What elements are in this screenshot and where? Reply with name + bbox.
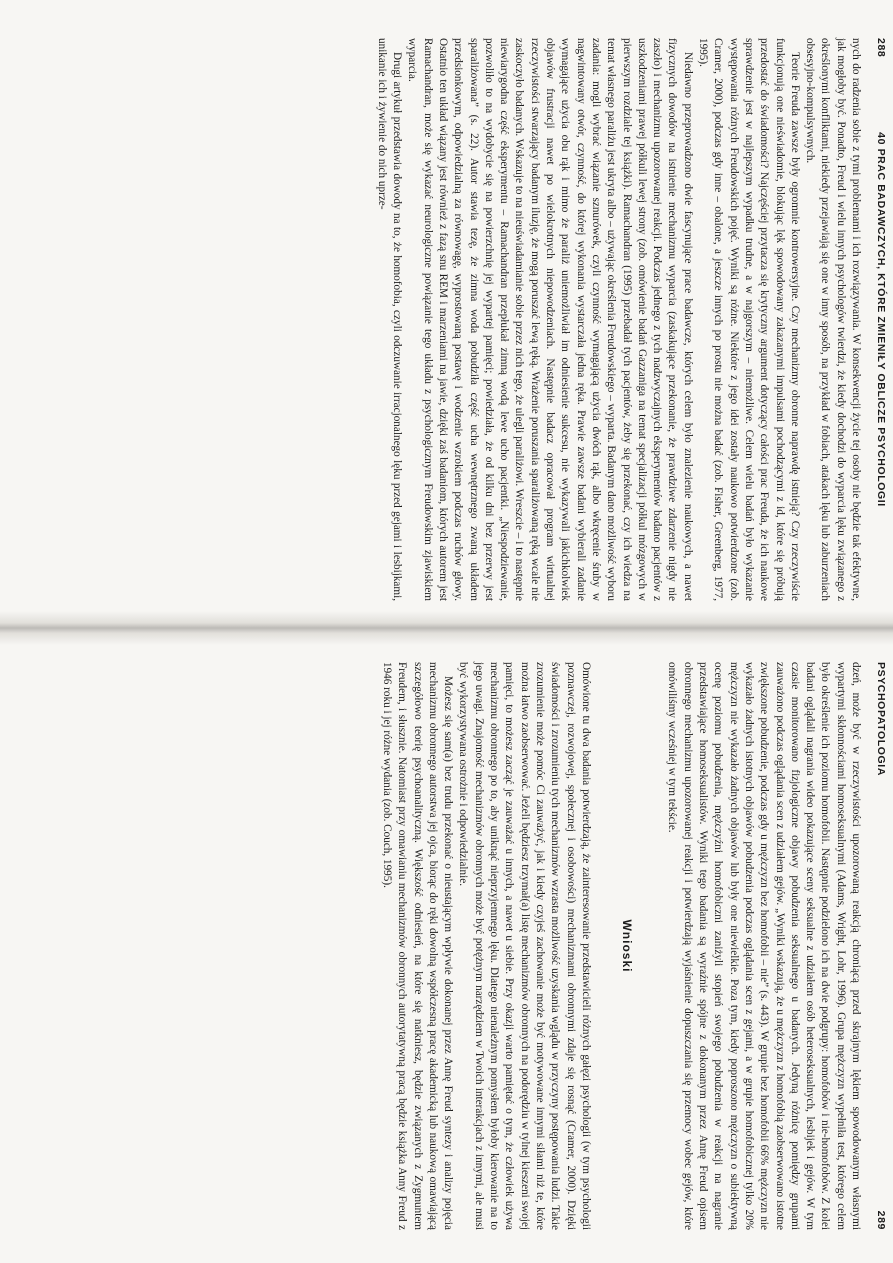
body-text [18,38,863,601]
right-page [0,648,893,1238]
page-gutter [0,611,893,645]
paragraph: Omówione tu dwa badania potwierdzają, że zainteresowanie przedstawicieli różnych gałęzi psychologii (w tym psychologii poznawczej, rozwojowej, społecznej i osobowości) mechanizmami obronnymi zdaje się rosnąć (Cramer, 2000). Dzięki świadomości i zrozumieniu tych mechanizmów wzrasta możliwość uzyskania wglądu w przyczyny postępowania ludzi. Takie zrozumienie może pomóc Ci zauważyć, jak i kiedy czyjeś zachowanie może być motywowane innymi siłami niż te, które można łatwo zaobserwować. Jeżeli będziesz trzymał(a) listę mechanizmów obronnych na podorędziu w tylnej kieszeni swojej pamięci, to możesz zacząć je zauważać u innych, a nawet u siebie. Przy okazji warto pamiętać o tym, że człowiek używa mechanizmu obronnego po to, aby uniknąć nieprzyjemnego lęku. Dlatego nienależnym pomysłem byłoby kierowanie na to jego uwagi. Znajomość mechanizmów obronnych może być potężnym narzędziem w Twoich interakcjach z innymi, ale musi być wykorzystywana ostrożnie i odpowiedzialnie. [457,662,592,1230]
page-number: 289 [875,1210,887,1230]
paragraph: Niedawno przeprowadzono dwie fascynujące prace badawcze, których celem było znalezienie naukowych, a nawet fizycznych dowodów na istnienie mechanizmu wyparcia (zaskakujące przekonanie, że prawdziwe zdarzenie nigdy nie zaszło) i mechanizmu upozorowanej reakcji. Podczas jednego z tych nadzwyczajnych eksperymentów badano pacjentów z uszkodzeniami prawej półkuli lewej strony (zob. omówienie badań Gazzaniga na temat specjalizacji półkul mózgowych w pierwszym rozdziale tej książki). Ramachandran (1995) przebadał tych pacjentów, żeby się przekonać, czy ich wiedza na temat własnego paraliżu jest ukryta albo – używając określenia Freudowskiego – wyparta. Badanym dano możliwość wyboru zadania: mogli wybrać wiązanie sznurówek, czyli czynność wymagającą użycia dwóch rąk, albo wkręcenie śruby w nagwintowany otwór, czynność, do której wykonania wystarczała jedna ręka. Prawie zawsze badani wybierali zadanie wymagające użycia obu rąk i mimo że paraliż uniemożliwiał im odniesienie sukcesu, nie wykazywali jakichkolwiek objawów frustracji nawet po wielokrotnych niepowodzeniach. Następnie badacz opracował program wirtualnej rzeczywistości stwarzający badanym iluzję, że mogą poruszać lewą ręką. Wrażenie poruszania sparaliżowaną ręką wcale nie zaskoczyło badanych. Wskazuje to na nieuświadamianie sobie przez nich tego, że ulegli paraliżowi. Wreszcie – i to następnie niewiarygodna część eksperymentu – Ramachandran przepłukał zimną wodą lewe ucho pacjentki. „Niespodziewanie, pozwoliło to na wydobycie się na powierzchnię jej wypartej pamięci; powiedziała, że od kilku dni bez przerwy jest sparaliżowana” (s. 22). Autor stawia tezę, że zimna woda pobudziła część ucha wewnętrznego zwaną układem przedsionkowym, odpowiedzialną za równowagę, wyprostowaną postawę i wodzenie wzrokiem podczas ruchów głowy. Ostatnio ten układ wiązany jest również z fazą snu REM i marzeniami na jawie, dzięki zaś badaniom, których autorem jest Ramachandran, może się wykazać neurologiczne powiązanie tego układu z psychologicznym Freudowskim zjawiskiem wyparcia. [406,38,694,601]
paragraph: Możesz się sam(a) bez trudu przekonać o nieustającym wpływie dokonanej przez Annę Freud syntezy i analizy pojęcia mechanizmu obronnego autorstwa jej ojca, biorąc do ręki dowolną współczesną pracę akademicką lub naukową omawiającą szczegółowo teorię psychoanalityczną. Większość odniesień, na które się natkniesz, będzie związanych z Zygmuntem Freudem, i słusznie. Natomiast przy omawianiu mechanizmów obronnych autorytatywną pracą będzie książka Anny Freud z 1946 roku i jej różne wydania (zob. Couch, 1995). [380,662,455,1230]
paragraph: Teorie Freuda zawsze były ogromnie kontrowersyjne. Czy mechanizmy obronne naprawdę istnieją? Czy rzeczywiście funkcjonują one nieświadomie, blokując lęk spowodowany zakazanymi impulsami pochodzącymi z id, które się próbują przedostać do świadomości? Najczęściej przytacza się krytyczny argument dotyczący całości prac Freuda, że ich naukowe sprawdzenie jest w najlepszym wypadku trudne, a w najgorszym – niemożliwe. Celem wielu badań było wykazanie występowania różnych Freudowskich pojęć. Wyniki są różne. Niektóre z jego idei zostały naukowo potwierdzone (zob. Cramer, 2000), podczas gdy inne – obalone, a jeszcze innych po prostu nie można badać (zob. Fisher, Greenberg, 1977, 1995). [697,38,801,601]
paragraph: nych do radzenia sobie z tymi problemami i ich rozwiązywania. W konsekwencji życie tej osoby nie będzie tak efektywne, jak mogłoby być. Ponadto, Freud i wielu innych psychologów twierdzi, że kiedy dochodzi do wyparcia lęku związanego z określonymi konfliktami, niekiedy przejawiają się one w inny sposób, na przykład w fobiach, atakach lęku lub zaburzeniach obsesyjno-kompulsywnych. [804,38,862,601]
section-heading: Wnioski [620,919,635,973]
paragraph: dzeń, może być w rzeczywistości upozorowaną reakcją chroniącą przed skrajnym lękiem spowodowanym własnymi wypartymi skłonnościami homoseksualnymi (Adams, Wright, Lohr, 1996). Grupa mężczyzn wypełniła test, którego celem było określenie ich poziomu homofobii. Następnie podzielono ich na dwie podgrupy: homofobów i nie-homofobów. Z kolei badani oglądali nagrania wideo pokazujące sceny seksualne z udziałem osób heteroseksualnych, lesbijek i gejów. W tym czasie monitorowano fizjologiczne objawy pobudzenia seksualnego u badanych. Jedyną różnicę pomiędzy grupami zauważono podczas oglądania scen z udziałem gejów. „Wyniki wskazują, że u mężczyzn z homofobią zaobserwowano istotne zwiększone pobudzenie, podczas gdy u mężczyzn bez homofobii – nie” (s. 443). W grupie bez homofobii 66% mężczyzn nie wykazało żadnych istotnych objawów pobudzenia podczas oglądania scen z gejami, a w grupie homofobicznej tylko 20% mężczyzn nie wykazało żadnych objawów lub były one niewielkie. Poza tym, kiedy poproszono mężczyzn o subiektywną ocenę poziomu pobudzenia, mężczyźni homofobiczni zaniżyli stopień swojego pobudzenia w reakcji na nagranie przedstawiające homoseksualistów. Wyniki tego badania są wyraźnie spójne z dokonanym przez Annę Freud opisem obronnego mechanizmu upozorowanej reakcji i potwierdzają wyjaśnienie dopuszczania się przemocy wobec gejów, które omówiliśmy wcześniej w tym tekście. [666,662,862,1230]
running-title: 40 PRAC BADAWCZYCH, KTÓRE ZMIENIŁY OBLICZE PSYCHOLOGII [875,132,887,507]
running-head [871,662,887,1230]
left-page [0,24,893,609]
page-number: 288 [875,38,887,58]
running-head [871,38,887,601]
paragraph: Drugi artykuł przedstawia dowody na to, że homofobia, czyli odczuwanie irracjonalnego lęku przed gejami i lesbijkami, unikanie ich i żywienie do nich uprze- [375,38,404,601]
running-title: PSYCHOPATOLOGIA [875,662,887,777]
body-text [18,662,863,1230]
